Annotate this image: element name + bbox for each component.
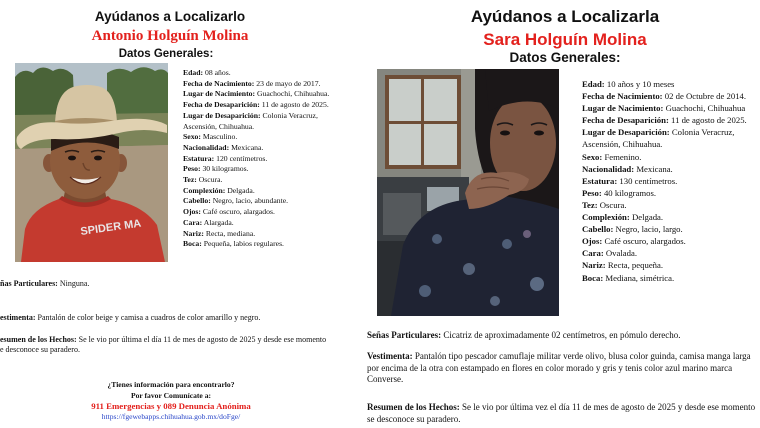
detail-line-label: Boca:: [183, 239, 202, 249]
contact-prompt: Por favor Comunícate a:: [130, 391, 212, 400]
detail-line-label: Cara:: [183, 217, 203, 227]
info-paragraph: [367, 402, 757, 425]
detail-line-label: Boca:: [582, 272, 604, 283]
detail-line-value: Masculino.: [202, 132, 238, 142]
detail-line-label: Nacionalidad:: [183, 142, 230, 152]
detail-line-label: Fecha de Desaparición:: [183, 100, 260, 110]
detail-line-value: Oscura.: [599, 199, 627, 210]
detail-line-value: 130 centímetros.: [619, 175, 678, 186]
emergency-numbers: 911 Emergencias y 089 Denuncia Anónima: [91, 401, 251, 411]
detail-line-value: Guachochi, Chihuahua: [665, 103, 746, 114]
detail-line-label: Complexión:: [183, 185, 226, 195]
detail-line-label: Fecha de Nacimiento:: [582, 91, 663, 102]
info-paragraph-value: Se le vio por última el día 11 de mes de agosto de 2025 y desde ese momento e desconoce su paradero.: [0, 335, 327, 354]
info-paragraph-value: Ninguna.: [59, 279, 90, 288]
detail-line-label: Peso:: [582, 187, 602, 198]
detail-line-value: Ovalada.: [605, 248, 638, 259]
detail-line-value: Colonia Veracruz, Ascensión, Chihuahua.: [183, 110, 318, 131]
detail-line-value: Negro, lacio, abundante.: [212, 196, 289, 206]
contact-question: ¿Tienes información para encontrarlo?: [107, 380, 235, 389]
detail-line-value: Mediana, simétrica.: [605, 272, 675, 283]
info-paragraph-value: Se le vio por última vez el día 11 de mes de agosto de 2025 y desde ese momento se desconoce su paradero.: [367, 402, 756, 424]
detail-line-label: Tez:: [582, 199, 598, 210]
detail-line-label: Complexión:: [582, 212, 630, 223]
detail-line-label: Nacionalidad:: [582, 163, 635, 174]
detail-line-value: Colonia Veracruz, Ascensión, Chihuahua.: [582, 127, 735, 150]
detail-line-value: 11 de agosto de 2025.: [261, 100, 329, 110]
detail-line-label: Cabello:: [582, 224, 614, 235]
info-paragraph-label: ñas Particulares:: [0, 279, 58, 288]
detail-line-value: Recta, mediana.: [205, 228, 256, 238]
info-paragraph-label: Señas Particulares:: [367, 330, 442, 340]
detail-line-label: Cara:: [582, 248, 604, 259]
detail-line-value: Delgada.: [631, 212, 664, 223]
detail-line-value: Mexicana.: [636, 163, 673, 174]
detail-line-value: Oscura.: [198, 175, 223, 185]
detail-line-label: Tez:: [183, 175, 197, 185]
detail-line-value: Mexicana.: [231, 142, 264, 152]
detail-line-value: 30 kilogramos.: [202, 164, 249, 174]
detail-line-value: Alargada.: [203, 217, 234, 227]
detail-line-label: Fecha de Desaparición:: [582, 115, 669, 126]
info-paragraph: [0, 335, 326, 355]
detail-line-label: Estatura:: [183, 153, 215, 163]
info-paragraph: [367, 351, 757, 386]
detail-line-label: Lugar de Nacimiento:: [582, 103, 664, 114]
detail-line-label: Sexo:: [582, 151, 603, 162]
detail-line-value: Delgada.: [227, 185, 255, 195]
detail-line-value: Pequeña, labios regulares.: [203, 239, 284, 249]
missing-person-name: Antonio Holguín Molina: [91, 28, 249, 44]
detail-line-value: Recta, pequeña.: [607, 260, 664, 271]
detail-line-value: 02 de Octubre de 2014.: [664, 91, 747, 102]
detail-line-value: Café oscuro, alargados.: [202, 207, 275, 217]
info-paragraph: [0, 313, 260, 323]
detail-line-value: Café oscuro, alargados.: [604, 236, 686, 247]
missing-person-poster-sara: [362, 0, 760, 428]
detail-line-label: Nariz:: [582, 260, 606, 271]
detail-line-value: Guachochi, Chihuahua.: [256, 89, 330, 99]
info-paragraph: [367, 330, 757, 342]
detail-line-value: Negro, lacio, largo.: [615, 224, 683, 235]
shirt-print-text: SPIDER MA: [79, 217, 142, 238]
info-paragraph-label: Resumen de los Hechos:: [367, 402, 460, 412]
report-link[interactable]: https://fgewebapps.chihuahua.gob.mx/doFge/: [101, 412, 241, 421]
detail-line-label: Edad:: [183, 68, 204, 77]
detail-line-value: 40 kilogramos.: [603, 187, 657, 198]
detail-line-label: Cabello:: [183, 196, 211, 206]
detail-line-label: Peso:: [183, 164, 201, 174]
poster-heading: Ayúdanos a Localizarlo: [94, 9, 246, 24]
detail-line-value: Femenino.: [604, 151, 642, 162]
info-paragraph-value: Cicatriz de aproximadamente 02 centímetros, en pómulo derecho.: [443, 330, 681, 340]
info-paragraph: [0, 279, 89, 289]
info-paragraph-value: Pantalón tipo pescador camuflaje militar verde olivo, blusa color guinda, camisa manga larga por encima de la otra con estampado en flores en color morado y gris y tenis color azul marino marca Converse.: [367, 351, 751, 385]
section-title: Datos Generales:: [118, 48, 214, 60]
missing-person-name: Sara Holguín Molina: [483, 30, 647, 49]
info-paragraph-label: esumen de los Hechos:: [0, 335, 77, 344]
info-paragraph-label: estimenta:: [0, 313, 36, 322]
info-paragraph-label: Vestimenta:: [367, 351, 413, 361]
detail-line-value: 23 de mayo de 2017.: [256, 78, 321, 88]
detail-line-value: 10 años y 10 meses: [606, 79, 675, 89]
detail-line-label: Lugar de Desaparición:: [183, 110, 261, 120]
detail-line-label: Ojos:: [183, 207, 201, 217]
detail-line-value: 120 centímetros.: [216, 153, 268, 163]
detail-line-label: Sexo:: [183, 132, 201, 142]
poster-heading: Ayúdanos a Localizarla: [470, 7, 660, 26]
section-title: Datos Generales:: [509, 50, 621, 65]
additional-info: [0, 0, 374, 428]
detail-line-label: Lugar de Nacimiento:: [183, 89, 256, 99]
missing-person-poster-antonio: [0, 0, 374, 428]
detail-line-label: Fecha de Nacimiento:: [183, 78, 255, 88]
additional-info: [362, 0, 760, 428]
detail-line-label: Nariz:: [183, 228, 204, 238]
detail-line-value: 11 de agosto de 2025.: [671, 115, 747, 126]
detail-line-label: Estatura:: [582, 175, 618, 186]
info-paragraph-value: Pantalón de color beige y camisa a cuadros de color amarillo y negro.: [37, 313, 261, 322]
detail-line-value: 08 años.: [205, 68, 231, 77]
detail-line-label: Lugar de Desaparición:: [582, 127, 670, 138]
detail-line-label: Edad:: [582, 79, 605, 89]
detail-line-label: Ojos:: [582, 236, 603, 247]
